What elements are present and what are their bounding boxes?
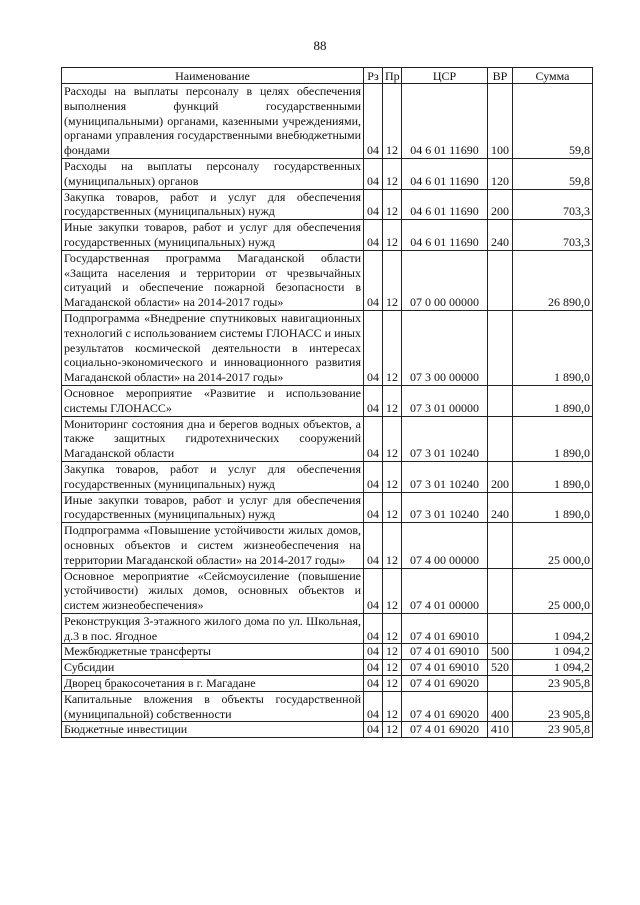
table-row — [62, 385, 593, 416]
cell-csr: 04 6 01 11690 — [402, 189, 488, 220]
table-header-row — [62, 68, 593, 84]
table-row — [62, 492, 593, 523]
cell-sum: 23 905,8 — [513, 691, 593, 722]
cell-name: Государственная программа Магаданской области «Защита населения и территории от чрезвычайных ситуаций и обеспечение пожарной безопасности в Магаданской области» на 2014-2017 годы» — [62, 250, 364, 310]
cell-pr: 12 — [383, 385, 402, 416]
table-row — [62, 644, 593, 660]
cell-name: Субсидии — [62, 660, 364, 676]
cell-sum: 1 890,0 — [513, 385, 593, 416]
cell-name: Реконструкция 3-этажного жилого дома по ул. Школьная, д.3 в пос. Ягодное — [62, 613, 364, 644]
cell-pr: 12 — [383, 691, 402, 722]
cell-name: Основное мероприятие «Развитие и использование системы ГЛОНАСС» — [62, 385, 364, 416]
cell-name: Основное мероприятие «Сейсмоусиление (повышение устойчивости) жилых домов, основных объектов и систем жизнеобеспечения» — [62, 568, 364, 613]
page-number: 88 — [313, 38, 327, 53]
cell-name: Бюджетные инвестиции — [62, 722, 364, 738]
cell-vr — [488, 250, 513, 310]
cell-name: Мониторинг состояния дна и берегов водных объектов, а также защитных гидротехнических сооружений Магаданской области — [62, 416, 364, 461]
cell-vr — [488, 568, 513, 613]
cell-csr: 07 4 00 00000 — [402, 523, 488, 568]
cell-pr: 12 — [383, 722, 402, 738]
cell-vr — [488, 613, 513, 644]
table-row — [62, 676, 593, 692]
cell-sum: 59,8 — [513, 84, 593, 159]
cell-vr: 410 — [488, 722, 513, 738]
cell-pr: 12 — [383, 310, 402, 385]
cell-vr: 400 — [488, 691, 513, 722]
cell-name: Дворец бракосочетания в г. Магадане — [62, 676, 364, 692]
cell-sum: 1 094,2 — [513, 613, 593, 644]
cell-vr: 120 — [488, 158, 513, 189]
cell-csr: 07 3 01 00000 — [402, 385, 488, 416]
cell-pr: 12 — [383, 676, 402, 692]
cell-vr: 500 — [488, 644, 513, 660]
cell-sum: 703,3 — [513, 189, 593, 220]
cell-csr: 07 3 00 00000 — [402, 310, 488, 385]
table-row — [62, 416, 593, 461]
cell-name: Межбюджетные трансферты — [62, 644, 364, 660]
header-pr: Пр — [383, 68, 402, 84]
cell-vr — [488, 676, 513, 692]
table-row — [62, 691, 593, 722]
cell-rz: 04 — [364, 461, 383, 492]
cell-rz: 04 — [364, 416, 383, 461]
cell-sum: 23 905,8 — [513, 722, 593, 738]
cell-pr: 12 — [383, 220, 402, 251]
cell-rz: 04 — [364, 722, 383, 738]
cell-pr: 12 — [383, 644, 402, 660]
cell-vr: 200 — [488, 461, 513, 492]
cell-csr: 07 4 01 00000 — [402, 568, 488, 613]
cell-csr: 04 6 01 11690 — [402, 220, 488, 251]
cell-sum: 25 000,0 — [513, 568, 593, 613]
cell-rz: 04 — [364, 644, 383, 660]
cell-sum: 26 890,0 — [513, 250, 593, 310]
header-vr: ВР — [488, 68, 513, 84]
table-row — [62, 461, 593, 492]
cell-rz: 04 — [364, 691, 383, 722]
header-name: Наименование — [62, 68, 364, 84]
cell-pr: 12 — [383, 84, 402, 159]
cell-pr: 12 — [383, 158, 402, 189]
cell-vr — [488, 523, 513, 568]
cell-name: Капитальные вложения в объекты государственной (муниципальной) собственности — [62, 691, 364, 722]
cell-csr: 07 4 01 69010 — [402, 660, 488, 676]
cell-rz: 04 — [364, 189, 383, 220]
table-row — [62, 613, 593, 644]
cell-sum: 1 094,2 — [513, 644, 593, 660]
cell-vr: 200 — [488, 189, 513, 220]
table-row — [62, 660, 593, 676]
cell-name: Иные закупки товаров, работ и услуг для обеспечения государственных (муниципальных) нужд — [62, 220, 364, 251]
budget-table — [61, 67, 593, 738]
cell-rz: 04 — [364, 676, 383, 692]
cell-csr: 07 4 01 69020 — [402, 722, 488, 738]
cell-pr: 12 — [383, 250, 402, 310]
cell-sum: 59,8 — [513, 158, 593, 189]
cell-rz: 04 — [364, 220, 383, 251]
cell-csr: 07 3 01 10240 — [402, 416, 488, 461]
table-row — [62, 722, 593, 738]
table-row — [62, 310, 593, 385]
cell-pr: 12 — [383, 189, 402, 220]
cell-name: Расходы на выплаты персоналу в целях обеспечения выполнения функций государственными (муниципальными) органами, казенными учреждениями, органами управления государственными внебюджетными фондами — [62, 84, 364, 159]
cell-vr — [488, 385, 513, 416]
cell-vr: 520 — [488, 660, 513, 676]
table-row — [62, 523, 593, 568]
cell-pr: 12 — [383, 660, 402, 676]
cell-csr: 07 4 01 69020 — [402, 676, 488, 692]
cell-rz: 04 — [364, 613, 383, 644]
cell-sum: 1 094,2 — [513, 660, 593, 676]
cell-pr: 12 — [383, 461, 402, 492]
cell-vr: 100 — [488, 84, 513, 159]
header-rz: Рз — [364, 68, 383, 84]
cell-rz: 04 — [364, 310, 383, 385]
cell-csr: 07 4 01 69010 — [402, 644, 488, 660]
cell-csr: 07 3 01 10240 — [402, 461, 488, 492]
cell-csr: 07 4 01 69020 — [402, 691, 488, 722]
cell-csr: 07 4 01 69010 — [402, 613, 488, 644]
cell-sum: 23 905,8 — [513, 676, 593, 692]
cell-sum: 1 890,0 — [513, 310, 593, 385]
cell-vr: 240 — [488, 220, 513, 251]
cell-pr: 12 — [383, 492, 402, 523]
table-row — [62, 220, 593, 251]
cell-vr — [488, 416, 513, 461]
header-sum: Сумма — [513, 68, 593, 84]
cell-name: Подпрограмма «Повышение устойчивости жилых домов, основных объектов и систем жизнеобеспечения на территории Магаданской области» на 2014-2017 годы» — [62, 523, 364, 568]
table-row — [62, 189, 593, 220]
cell-csr: 04 6 01 11690 — [402, 158, 488, 189]
cell-rz: 04 — [364, 492, 383, 523]
cell-name: Подпрограмма «Внедрение спутниковых навигационных технологий с использованием системы ГЛОНАСС и иных результатов космической деятельности в интересах социально-экономического и инновационного развития Магаданской области» на 2014-2017 годы» — [62, 310, 364, 385]
cell-name: Расходы на выплаты персоналу государственных (муниципальных) органов — [62, 158, 364, 189]
cell-rz: 04 — [364, 660, 383, 676]
cell-rz: 04 — [364, 84, 383, 159]
cell-rz: 04 — [364, 568, 383, 613]
cell-pr: 12 — [383, 416, 402, 461]
header-csr: ЦСР — [402, 68, 488, 84]
cell-pr: 12 — [383, 568, 402, 613]
cell-vr: 240 — [488, 492, 513, 523]
cell-sum: 1 890,0 — [513, 461, 593, 492]
cell-rz: 04 — [364, 523, 383, 568]
cell-csr: 07 3 01 10240 — [402, 492, 488, 523]
table-row — [62, 250, 593, 310]
table-row — [62, 84, 593, 159]
cell-rz: 04 — [364, 158, 383, 189]
table-row — [62, 158, 593, 189]
cell-sum: 703,3 — [513, 220, 593, 251]
cell-name: Закупка товаров, работ и услуг для обеспечения государственных (муниципальных) нужд — [62, 189, 364, 220]
cell-sum: 25 000,0 — [513, 523, 593, 568]
cell-name: Иные закупки товаров, работ и услуг для обеспечения государственных (муниципальных) нужд — [62, 492, 364, 523]
table-body — [62, 84, 593, 738]
cell-rz: 04 — [364, 385, 383, 416]
cell-rz: 04 — [364, 250, 383, 310]
cell-csr: 07 0 00 00000 — [402, 250, 488, 310]
table-row — [62, 568, 593, 613]
cell-pr: 12 — [383, 613, 402, 644]
cell-sum: 1 890,0 — [513, 492, 593, 523]
cell-vr — [488, 310, 513, 385]
cell-pr: 12 — [383, 523, 402, 568]
cell-sum: 1 890,0 — [513, 416, 593, 461]
cell-name: Закупка товаров, работ и услуг для обеспечения государственных (муниципальных) нужд — [62, 461, 364, 492]
cell-csr: 04 6 01 11690 — [402, 84, 488, 159]
